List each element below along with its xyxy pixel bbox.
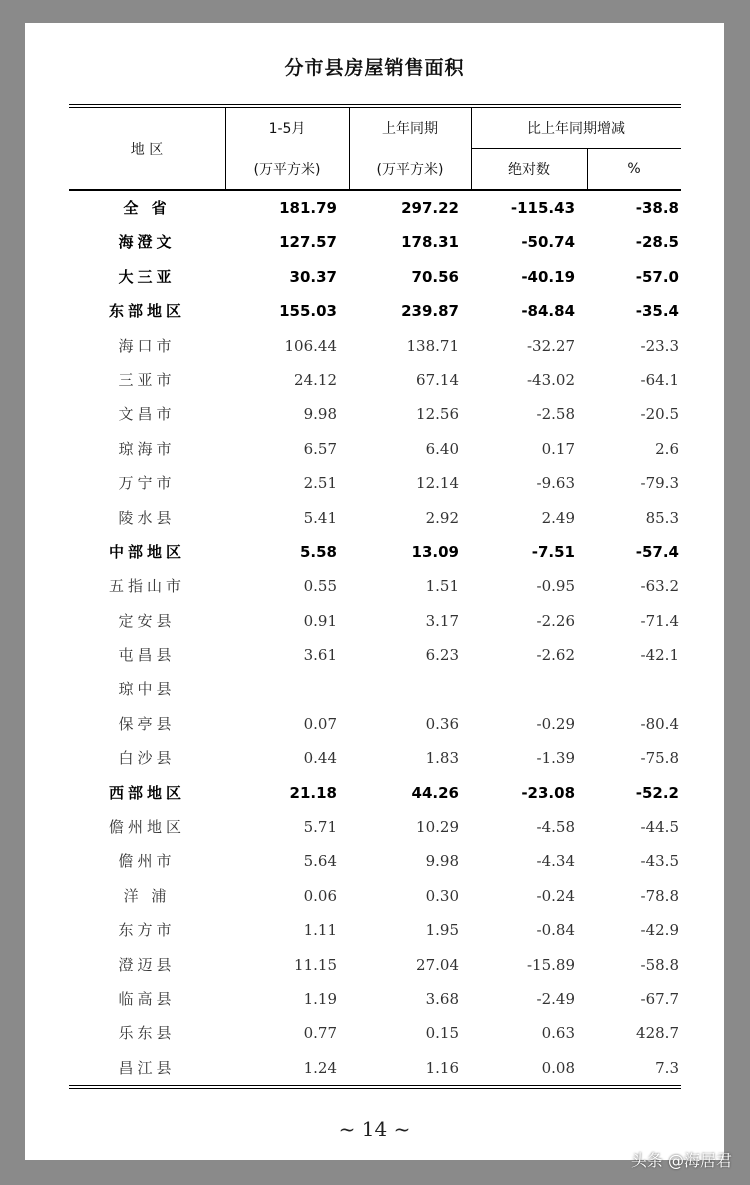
table-row [69, 535, 681, 569]
row-value-current: 127.57 [279, 233, 337, 252]
row-region: 五指山市 [108, 577, 185, 596]
row-value-change: -115.43 [510, 199, 575, 217]
row-value-current [225, 672, 337, 706]
row-value-current: 1.24 [303, 1058, 337, 1077]
row-value-percent: 7.3 [655, 1058, 679, 1077]
table-row [69, 810, 681, 844]
row-value-prior: 2.92 [425, 508, 459, 527]
row-region: 定安县 [118, 611, 176, 630]
row-value-percent: -38.8 [635, 199, 679, 217]
row-value-prior: 0.15 [425, 1024, 459, 1043]
row-value-change [471, 672, 575, 706]
header-col2-unit: (万平方米) [376, 161, 444, 178]
row-value-prior: 6.23 [425, 646, 459, 665]
header-col1: 1-5月 [268, 121, 306, 137]
row-value-current: 1.19 [303, 989, 337, 1008]
row-region: 东部地区 [108, 302, 185, 321]
row-region: 海口市 [118, 336, 176, 355]
row-value-change: -9.63 [536, 474, 575, 493]
row-value-current: 0.55 [303, 577, 337, 596]
row-value-percent: 85.3 [645, 508, 679, 527]
table-row [69, 638, 681, 672]
row-region: 海澄文 [118, 233, 176, 252]
row-value-prior: 1.16 [425, 1058, 459, 1077]
row-region: 陵水县 [118, 508, 176, 527]
row-value-prior: 178.31 [401, 233, 459, 252]
row-region: 三亚市 [118, 370, 176, 389]
row-value-current: 3.61 [303, 646, 337, 665]
row-value-change: -0.29 [536, 714, 575, 733]
row-value-prior: 1.83 [425, 749, 459, 768]
row-value-prior: 12.56 [416, 405, 459, 424]
table-row [69, 466, 681, 500]
row-value-current: 5.71 [303, 818, 337, 837]
row-value-prior: 70.56 [411, 267, 459, 286]
row-value-change: -40.19 [521, 267, 575, 286]
table-row [69, 225, 681, 259]
table-row [69, 294, 681, 328]
table-body [69, 191, 681, 1085]
row-value-change: 2.49 [541, 508, 575, 527]
row-value-percent: -63.2 [640, 577, 679, 596]
row-value-prior: 1.51 [425, 577, 459, 596]
row-value-percent: -23.3 [640, 336, 679, 355]
row-value-prior: 9.98 [425, 852, 459, 871]
header-region: 地 区 [130, 141, 164, 158]
row-region: 万宁市 [118, 474, 176, 493]
document-page [25, 23, 724, 1160]
table-row [69, 604, 681, 638]
table-row [69, 844, 681, 878]
row-value-percent: -80.4 [640, 714, 679, 733]
row-value-prior: 138.71 [406, 336, 459, 355]
table-bottom-rule [69, 1085, 681, 1089]
row-value-percent: -42.1 [640, 646, 679, 665]
table-row [69, 707, 681, 741]
row-value-change: -4.58 [536, 818, 575, 837]
row-region: 东方市 [118, 921, 176, 940]
row-region: 白沙县 [118, 749, 176, 768]
row-value-prior: 13.09 [411, 542, 459, 561]
row-value-change: -0.95 [536, 577, 575, 596]
row-value-percent: -42.9 [640, 921, 679, 940]
row-value-change: -50.74 [521, 233, 575, 252]
row-value-current: 5.64 [303, 852, 337, 871]
page-title: 分市县房屋销售面积 [284, 57, 465, 79]
row-region: 大三亚 [118, 267, 176, 286]
row-value-current: 21.18 [289, 783, 337, 802]
row-value-change: -32.27 [526, 336, 575, 355]
row-value-percent: -64.1 [640, 370, 679, 389]
row-value-prior: 12.14 [416, 474, 459, 493]
table-row [69, 948, 681, 982]
table-row [69, 569, 681, 603]
row-value-current: 0.07 [303, 714, 337, 733]
row-value-percent: -28.5 [635, 233, 679, 252]
row-value-percent: -75.8 [640, 749, 679, 768]
row-value-percent: -43.5 [640, 852, 679, 871]
table-row [69, 501, 681, 535]
row-value-change: -2.49 [536, 989, 575, 1008]
table-row [69, 432, 681, 466]
table-row [69, 1051, 681, 1085]
row-value-current: 1.11 [303, 921, 337, 940]
table-row [69, 191, 681, 225]
row-value-current: 24.12 [294, 370, 337, 389]
row-region: 中部地区 [108, 542, 185, 561]
table-row [69, 913, 681, 947]
row-value-current: 11.15 [294, 955, 337, 974]
row-value-change: 0.63 [541, 1024, 575, 1043]
row-value-current: 0.77 [303, 1024, 337, 1043]
header-col3-absolute: 绝对数 [508, 161, 550, 178]
row-region: 昌江县 [118, 1058, 176, 1077]
row-value-percent: -67.7 [640, 989, 679, 1008]
row-value-change: -4.34 [536, 852, 575, 871]
row-value-current: 30.37 [289, 267, 337, 286]
table-row [69, 672, 681, 706]
row-value-percent: 2.6 [655, 439, 679, 458]
row-region: 琼海市 [118, 439, 176, 458]
row-value-prior: 1.95 [425, 921, 459, 940]
row-value-prior: 3.68 [425, 989, 459, 1008]
row-value-change: -23.08 [521, 783, 575, 802]
row-value-current: 0.91 [303, 611, 337, 630]
table-row [69, 363, 681, 397]
row-region: 琼中县 [118, 680, 176, 699]
row-value-prior [349, 672, 459, 706]
row-value-prior: 67.14 [416, 370, 459, 389]
row-region: 全 省 [123, 199, 171, 217]
row-region: 澄迈县 [118, 955, 176, 974]
row-region: 临高县 [118, 989, 176, 1008]
row-value-percent: -20.5 [640, 405, 679, 424]
table-row [69, 329, 681, 363]
table-row [69, 1016, 681, 1050]
row-value-change: 0.17 [541, 439, 575, 458]
row-region: 洋 浦 [123, 886, 171, 905]
row-value-percent: -57.4 [635, 542, 679, 561]
row-region: 儋州市 [118, 852, 176, 871]
row-value-prior: 27.04 [416, 955, 459, 974]
row-value-change: 0.08 [541, 1058, 575, 1077]
row-value-current: 2.51 [303, 474, 337, 493]
table-row [69, 741, 681, 775]
table-row [69, 982, 681, 1016]
row-region: 西部地区 [108, 783, 185, 802]
row-region: 乐东县 [118, 1024, 176, 1043]
row-value-percent: -44.5 [640, 818, 679, 837]
row-value-change: -15.89 [526, 955, 575, 974]
row-value-current: 5.58 [299, 542, 337, 561]
row-value-prior: 10.29 [416, 818, 459, 837]
table-row [69, 879, 681, 913]
row-value-change: -2.62 [536, 646, 575, 665]
row-value-prior: 239.87 [401, 302, 459, 321]
row-value-prior: 297.22 [401, 199, 459, 217]
row-value-percent: -79.3 [640, 474, 679, 493]
row-value-percent: -71.4 [640, 611, 679, 630]
row-value-change: -0.24 [536, 886, 575, 905]
row-value-percent: 428.7 [636, 1024, 679, 1043]
row-region: 文昌市 [118, 405, 176, 424]
data-table [69, 104, 681, 1089]
row-value-percent: -78.8 [640, 886, 679, 905]
row-value-percent: -52.2 [635, 783, 679, 802]
header-col3: 比上年同期增减 [527, 121, 625, 137]
row-value-current: 106.44 [284, 336, 337, 355]
row-value-prior: 3.17 [425, 611, 459, 630]
header-col2: 上年同期 [382, 121, 438, 137]
row-region: 保亭县 [118, 714, 176, 733]
row-region: 屯昌县 [118, 646, 176, 665]
row-value-current: 9.98 [303, 405, 337, 424]
row-value-prior: 0.36 [425, 714, 459, 733]
row-value-percent: -58.8 [640, 955, 679, 974]
row-value-percent: -57.0 [635, 267, 679, 286]
header-col1-unit: (万平方米) [253, 161, 321, 178]
page-number: ~ 14 ~ [338, 1117, 411, 1141]
table-row [69, 260, 681, 294]
header-col3-percent: % [627, 160, 641, 177]
row-value-change: -0.84 [536, 921, 575, 940]
row-value-change: -2.26 [536, 611, 575, 630]
table-row [69, 776, 681, 810]
row-value-current: 0.44 [303, 749, 337, 768]
row-value-current: 181.79 [279, 199, 337, 217]
row-value-percent [587, 672, 679, 706]
row-value-current: 6.57 [303, 439, 337, 458]
watermark: 头条 @海居君 [630, 1151, 732, 1170]
row-value-current: 5.41 [303, 508, 337, 527]
row-value-percent: -35.4 [635, 302, 679, 321]
row-value-current: 0.06 [303, 886, 337, 905]
row-value-current: 155.03 [279, 302, 337, 321]
row-value-change: -2.58 [536, 405, 575, 424]
row-value-prior: 44.26 [411, 783, 459, 802]
table-header [69, 108, 681, 191]
row-value-change: -1.39 [536, 749, 575, 768]
row-value-prior: 6.40 [425, 439, 459, 458]
row-value-change: -84.84 [521, 302, 575, 321]
row-value-change: -43.02 [526, 370, 575, 389]
row-value-prior: 0.30 [425, 886, 459, 905]
row-region: 儋州地区 [108, 818, 185, 837]
table-row [69, 397, 681, 431]
row-value-change: -7.51 [531, 542, 575, 561]
